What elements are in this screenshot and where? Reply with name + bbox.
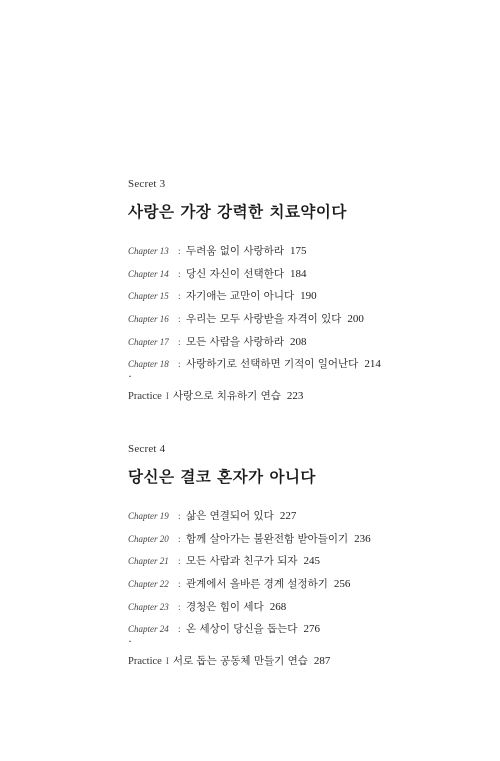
chapter-item bbox=[128, 576, 468, 599]
chapter-title: 두려움 없이 사랑하라 bbox=[186, 245, 284, 257]
chapter-title: 온 세상이 당신을 돕는다 bbox=[186, 623, 298, 636]
chapter-separator: : bbox=[178, 269, 181, 280]
chapter-page: 214 bbox=[364, 358, 381, 371]
chapter-title: 함께 살아가는 불완전함 받아들이기 bbox=[186, 532, 349, 545]
chapter-number: Chapter 21 bbox=[128, 556, 169, 567]
practice-separator: I bbox=[165, 391, 169, 402]
practice-title: 사랑으로 치유하기 연습 bbox=[172, 390, 281, 403]
chapter-item bbox=[128, 531, 468, 554]
chapter-title: 자기애는 교만이 아니다 bbox=[186, 290, 295, 303]
chapter-number: Chapter 16 bbox=[128, 314, 169, 325]
chapter-item bbox=[128, 334, 468, 357]
chapter-number: Chapter 14 bbox=[128, 268, 169, 279]
chapter-title: 우리는 모두 사랑받을 자격이 있다 bbox=[186, 313, 342, 326]
chapter-title: 모든 사람과 친구가 되자 bbox=[186, 555, 298, 568]
chapter-page: 276 bbox=[303, 623, 320, 636]
chapter-number: Chapter 22 bbox=[128, 579, 169, 590]
divider-dot: · bbox=[128, 369, 132, 384]
chapter-separator: : bbox=[178, 534, 181, 545]
practice-item bbox=[128, 388, 468, 403]
practice-label: Practice bbox=[128, 391, 162, 403]
secret-label: Secret 4 bbox=[128, 443, 166, 455]
practice-separator: I bbox=[165, 656, 169, 667]
practice-page: 223 bbox=[286, 390, 304, 403]
secret-label: Secret 3 bbox=[128, 178, 166, 190]
chapter-title: 모든 사람을 사랑하라 bbox=[186, 335, 284, 348]
chapter-title: 경청은 힘이 세다 bbox=[186, 600, 264, 613]
chapter-list bbox=[128, 508, 468, 644]
chapter-separator: : bbox=[178, 602, 181, 613]
chapter-separator: : bbox=[178, 557, 181, 568]
chapter-page: 227 bbox=[279, 510, 297, 522]
chapter-separator: : bbox=[178, 247, 181, 257]
chapter-number: Chapter 17 bbox=[128, 336, 169, 347]
chapter-separator: : bbox=[178, 337, 181, 348]
practice-label: Practice bbox=[128, 656, 162, 668]
chapter-page: 208 bbox=[289, 335, 307, 348]
chapter-page: 256 bbox=[333, 578, 351, 591]
chapter-item bbox=[128, 243, 468, 266]
chapter-title: 사랑하기로 선택하면 기적이 일어난다 bbox=[186, 358, 359, 371]
chapter-list bbox=[128, 243, 468, 379]
chapter-item bbox=[128, 288, 468, 311]
chapter-number: Chapter 23 bbox=[128, 601, 169, 612]
section-title: 사랑은 가장 강력한 치료약이다 bbox=[128, 203, 347, 221]
secret-3-section bbox=[128, 178, 468, 403]
chapter-page: 175 bbox=[289, 245, 307, 257]
chapter-number: Chapter 15 bbox=[128, 291, 169, 302]
practice-page: 287 bbox=[313, 655, 331, 668]
section-title: 당신은 결코 혼자가 아니다 bbox=[128, 468, 316, 486]
chapter-page: 200 bbox=[347, 313, 364, 326]
chapter-number: Chapter 18 bbox=[128, 359, 169, 370]
chapter-page: 236 bbox=[354, 532, 371, 545]
chapter-item bbox=[128, 599, 468, 622]
chapter-number: Chapter 24 bbox=[128, 624, 169, 635]
chapter-separator: : bbox=[178, 580, 181, 591]
chapter-separator: : bbox=[178, 360, 181, 371]
divider-dot: · bbox=[128, 634, 132, 649]
chapter-number: Chapter 20 bbox=[128, 533, 169, 544]
chapter-separator: : bbox=[178, 315, 181, 326]
chapter-page: 268 bbox=[269, 600, 287, 613]
chapter-title: 관계에서 올바른 경계 설정하기 bbox=[186, 578, 328, 591]
chapter-item bbox=[128, 508, 468, 531]
chapter-title: 삶은 연결되어 있다 bbox=[186, 510, 274, 522]
chapter-item bbox=[128, 311, 468, 334]
chapter-page: 190 bbox=[300, 290, 317, 303]
chapter-title: 당신 자신이 선택한다 bbox=[186, 267, 284, 280]
chapter-page: 184 bbox=[289, 267, 307, 280]
chapter-separator: : bbox=[178, 512, 181, 522]
chapter-number: Chapter 19 bbox=[128, 511, 169, 521]
chapter-separator: : bbox=[178, 625, 181, 636]
practice-title: 서로 돕는 공동체 만들기 연습 bbox=[172, 655, 308, 668]
practice-item bbox=[128, 653, 468, 668]
chapter-page: 245 bbox=[303, 555, 320, 568]
secret-4-section bbox=[128, 443, 468, 668]
chapter-separator: : bbox=[178, 292, 181, 303]
chapter-item bbox=[128, 553, 468, 576]
chapter-item bbox=[128, 266, 468, 289]
chapter-number: Chapter 13 bbox=[128, 246, 169, 256]
